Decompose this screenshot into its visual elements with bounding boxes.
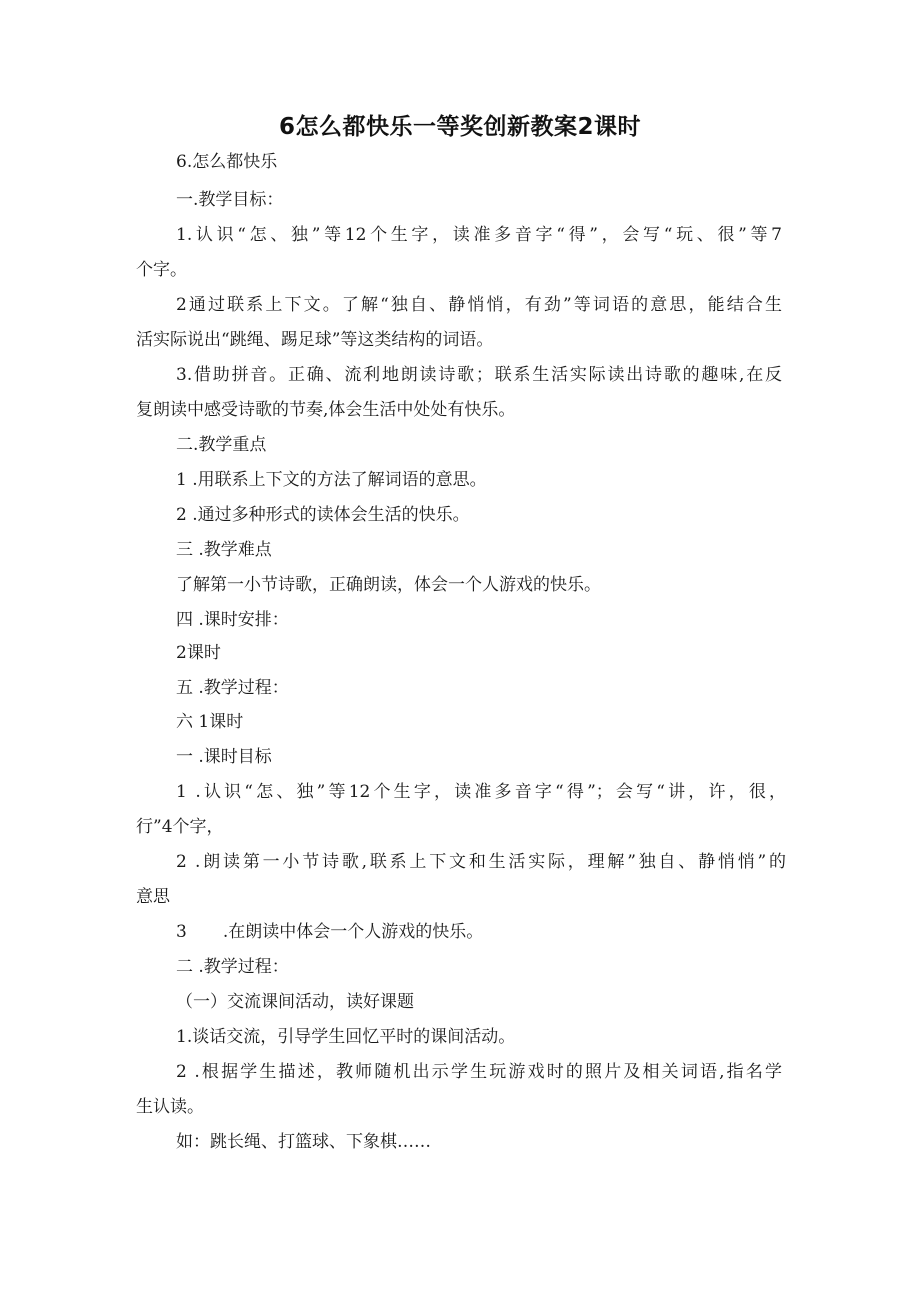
process-heading: 二 .教学过程： xyxy=(176,957,289,977)
lesson-goal-1-line-2: 行”4个字， xyxy=(136,817,224,837)
lesson-goal-1-line-1: 1 .认识“怎、独”等12个生字，读准多音字“得”；会写“讲，许，很， xyxy=(176,782,786,802)
schedule-hours: 2课时 xyxy=(176,643,221,663)
key-point-2: 2 .通过多种形式的读体会生活的快乐。 xyxy=(176,505,470,525)
goal-3-line-2: 复朗读中感受诗歌的节奏,体会生活中处处有快乐。 xyxy=(136,400,516,420)
lesson-goal-3 xyxy=(176,921,483,943)
lesson-goal-2-line-1: 2 .朗读第一小节诗歌,联系上下文和生活实际，理解”独自、静悄悄”的 xyxy=(176,852,786,872)
document-title: 6怎么都快乐一等奖创新教案2课时 xyxy=(278,114,641,140)
key-point-1: 1 .用联系上下文的方法了解词语的意思。 xyxy=(176,470,487,490)
difficulty-1: 了解第一小节诗歌，正确朗读，体会一个人游戏的快乐。 xyxy=(176,575,601,595)
goal-1-line-2: 个字。 xyxy=(136,260,187,280)
lesson-subtitle: 6.怎么都快乐 xyxy=(176,152,278,172)
section-heading-first-lesson: 六 1课时 xyxy=(176,712,244,732)
section-heading-schedule: 四 .课时安排： xyxy=(176,610,289,630)
section-heading-key-points: 二.教学重点 xyxy=(176,435,267,455)
process-step-2-line-1: 2 .根据学生描述，教师随机出示学生玩游戏时的照片及相关词语,指名学 xyxy=(176,1062,782,1082)
lesson-goal-3-number: 3 xyxy=(176,922,187,942)
lesson-goals-heading: 一 .课时目标 xyxy=(176,747,272,767)
process-example: 如：跳长绳、打篮球、下象棋…… xyxy=(176,1132,431,1152)
goal-2-line-1: 2通过联系上下文。了解“独自、静悄悄，有劲”等词语的意思，能结合生 xyxy=(176,295,782,315)
lesson-goal-2-line-2: 意思 xyxy=(136,887,170,907)
process-step-1: 1.谈话交流，引导学生回忆平时的课间活动。 xyxy=(176,1027,516,1047)
process-step-2-line-2: 生认读。 xyxy=(136,1097,204,1117)
goal-1-line-1: 1.认识“怎、独”等12个生字，读准多音字“得”，会写“玩、很”等7 xyxy=(176,225,782,245)
section-heading-process: 五 .教学过程： xyxy=(176,678,289,698)
lesson-goal-3-text: .在朗读中体会一个人游戏的快乐。 xyxy=(222,922,484,942)
process-subheading: （一）交流课间活动，读好课题 xyxy=(176,992,414,1012)
section-heading-difficulties: 三 .教学难点 xyxy=(176,540,272,560)
goal-3-line-1: 3.借助拼音。正确、流利地朗读诗歌；联系生活实际读出诗歌的趣味,在反 xyxy=(176,365,782,385)
section-heading-goals: 一.教学目标： xyxy=(176,190,284,210)
goal-2-line-2: 活实际说出“跳绳、踢足球”等这类结构的词语。 xyxy=(136,330,494,350)
